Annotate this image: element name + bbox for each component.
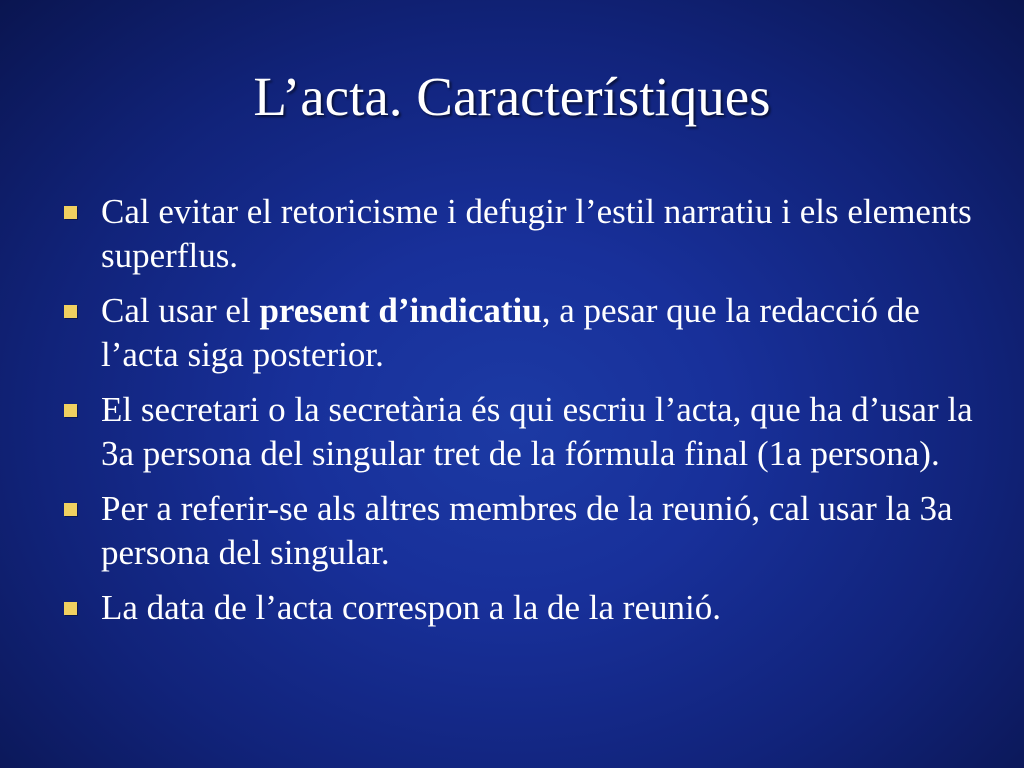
bullet-item (64, 487, 974, 575)
square-bullet-icon (64, 206, 77, 219)
bullet-text: Cal evitar el retoricisme i defugir l’estil narratiu i els elements superflus. (101, 192, 972, 275)
bullet-text: El secretari o la secretària és qui escriu l’acta, que ha d’usar la 3a persona del singular tret de la fórmula final (1a persona). (101, 390, 973, 473)
bullet-text-after: , a pesar que la redacció de l’acta siga posterior. (101, 291, 920, 374)
square-bullet-icon (64, 305, 77, 318)
bullet-item (64, 190, 974, 278)
square-bullet-icon (64, 602, 77, 615)
bullet-list (64, 190, 974, 641)
bullet-text-before: Cal usar el (101, 291, 260, 330)
bullet-item (64, 388, 974, 476)
bullet-item (64, 586, 974, 630)
bullet-text: Per a referir-se als altres membres de la reunió, cal usar la 3a persona del singular. (101, 489, 953, 572)
square-bullet-icon (64, 503, 77, 516)
bullet-text-bold: present d’indicatiu (259, 291, 542, 330)
slide-title: L’acta. Característiques (253, 66, 771, 127)
bullet-text: La data de l’acta correspon a la de la reunió. (101, 588, 721, 627)
bullet-item (64, 289, 974, 377)
square-bullet-icon (64, 404, 77, 417)
